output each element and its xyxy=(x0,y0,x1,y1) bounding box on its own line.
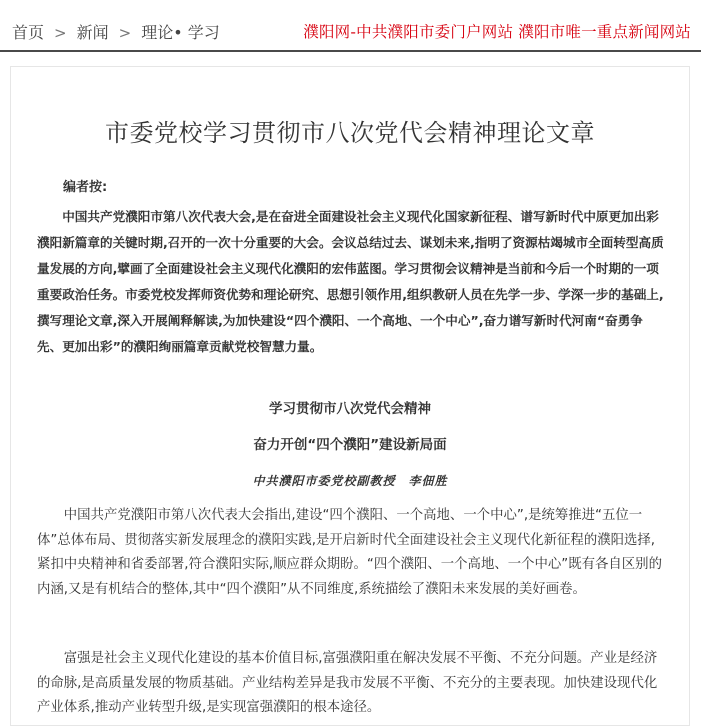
article-title: 市委党校学习贯彻市八次党代会精神理论文章 xyxy=(105,119,595,147)
article-container xyxy=(10,66,690,726)
editor-note-text: 中国共产党濮阳市第八次代表大会,是在奋进全面建设社会主义现代化国家新征程、谱写新时代中原更加出彩濮阳新篇章的关键时期,召开的一次十分重要的大会。会议总结过去、谋划未来,指明了资源枯竭城市全面转型高质量发展的方向,擘画了全面建设社会主义现代化濮阳的宏伟蓝图。学习贯彻会议精神是当前和今后一个时期的一项重要政治任务。市委党校发挥师资优势和理论研究、思想引领作用,组织教研人员在先学一步、学深一步的基础上,撰写理论文章,深入开展阐释解读,为加快建设“四个濮阳、一个高地、一个中心”,奋力谱写新时代河南“奋勇争先、更加出彩”的濮阳绚丽篇章贡献党校智慧力量。 xyxy=(37,209,664,354)
top-navigation-bar xyxy=(0,0,701,52)
article-subheading: 奋力开创“四个濮阳”建设新局面 xyxy=(253,437,447,453)
breadcrumb-news-link[interactable]: 新闻 xyxy=(76,23,109,42)
breadcrumb-theory-link[interactable]: 理论• 学习 xyxy=(141,23,220,42)
site-slogan: 濮阳网-中共濮阳市委门户网站 濮阳市唯一重点新闻网站 xyxy=(303,23,691,41)
breadcrumb-home-link[interactable]: 首页 xyxy=(12,23,45,42)
chevron-right-icon: > xyxy=(54,24,67,42)
body-paragraph: 中国共产党濮阳市第八次代表大会指出,建设“四个濮阳、一个高地、一个中心”,是统筹推进“五位一体”总体布局、贯彻落实新发展理念的濮阳实践,是开启新时代全面建设社会主义现代化新征程的濮阳选择,紧扣中央精神和省委部署,符合濮阳实际,顺应群众期盼。“四个濮阳、一个高地、一个中心”既有各自区别的内涵,又是有机结合的整体,其中“四个濮阳”从不同维度,系统描绘了濮阳未来发展的美好画卷。 xyxy=(37,508,662,597)
breadcrumb xyxy=(12,20,220,43)
body-paragraph: 富强是社会主义现代化建设的基本价值目标,富强濮阳重在解决发展不平衡、不充分问题。产业是经济的命脉,是高质量发展的物质基础。产业结构差异是我市发展不平衡、不充分的主要表现。加快建设现代化产业体系,推动产业转型升级,是实现富强濮阳的根本途径。 xyxy=(37,651,658,715)
chevron-right-icon: > xyxy=(118,24,132,42)
author-line: 中共濮阳市委党校副教授 李佃胜 xyxy=(252,474,448,488)
editor-note-label: 编者按: xyxy=(63,180,108,195)
article-subtitle: 学习贯彻市八次党代会精神 xyxy=(269,401,431,417)
